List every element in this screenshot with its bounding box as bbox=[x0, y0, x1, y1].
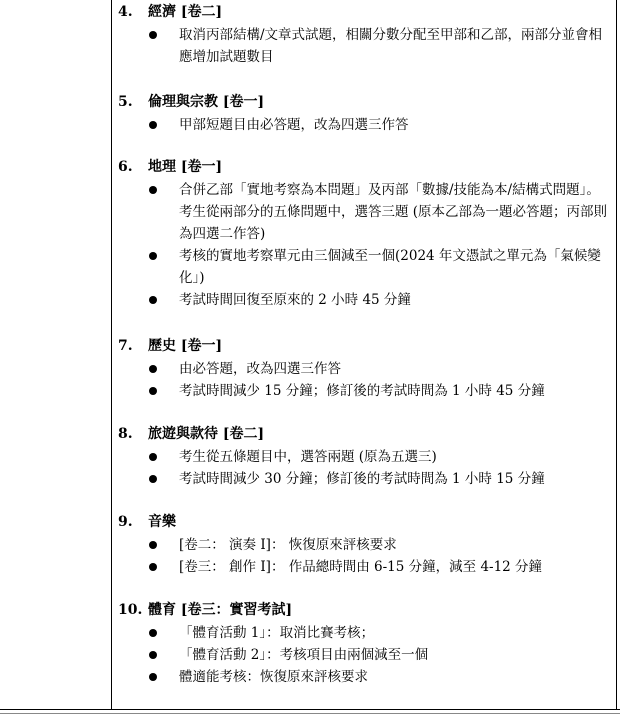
section-number: 9. bbox=[118, 514, 133, 530]
bullet-icon bbox=[149, 186, 157, 194]
section-number: 6. bbox=[118, 159, 133, 175]
section-heading bbox=[118, 600, 613, 620]
bullet-icon bbox=[149, 541, 157, 549]
bullet-text: 甲部短題目由必答題，改為四選三作答 bbox=[179, 117, 409, 133]
bullet-icon bbox=[149, 365, 157, 373]
table-border-right bbox=[616, 0, 617, 710]
bullet-icon bbox=[149, 121, 157, 129]
list-item bbox=[118, 24, 609, 68]
section-title: 倫理與宗教 [卷一] bbox=[148, 94, 265, 110]
list-item bbox=[118, 534, 609, 556]
section-number: 7. bbox=[118, 338, 133, 354]
bullet-text: [卷三： 創作 I]： 作品總時間由 6-15 分鐘，減至 4-12 分鐘 bbox=[179, 559, 543, 575]
section-economics bbox=[118, 2, 613, 68]
bullet-text: 考試時間回復至原來的 2 小時 45 分鐘 bbox=[179, 292, 411, 308]
bullet-text: 考試時間減少 15 分鐘；修訂後的考試時間為 1 小時 45 分鐘 bbox=[179, 383, 545, 399]
bullet-icon bbox=[149, 673, 157, 681]
section-heading bbox=[118, 2, 613, 22]
bullet-text: 考生從五條題目中，選答兩題 (原為五選三) bbox=[179, 449, 437, 465]
list-item bbox=[118, 644, 609, 666]
bullet-icon bbox=[149, 563, 157, 571]
bullet-icon bbox=[149, 31, 157, 39]
table-border-bottom bbox=[0, 709, 620, 710]
list-item bbox=[118, 380, 609, 402]
section-heading bbox=[118, 92, 613, 112]
page-divider bbox=[0, 713, 620, 714]
bullet-icon bbox=[149, 252, 157, 260]
section-title: 體育 [卷三：實習考試] bbox=[148, 602, 293, 618]
bullet-text: 「體育活動 2」：考核項目由兩個減至一個 bbox=[179, 647, 429, 663]
bullet-text: 取消丙部結構/文章式試題，相關分數分配至甲部和乙部，兩部分並會相應增加試題數目 bbox=[179, 27, 603, 65]
section-number: 10. bbox=[118, 602, 143, 618]
section-heading bbox=[118, 424, 613, 444]
section-music bbox=[118, 512, 613, 578]
table-border-left bbox=[111, 0, 112, 710]
section-title: 旅遊與款待 [卷二] bbox=[148, 426, 265, 442]
bullet-text: 「體育活動 1」：取消比賽考核； bbox=[179, 625, 375, 641]
section-ethics-religion bbox=[118, 92, 613, 136]
bullet-icon bbox=[149, 651, 157, 659]
list-item bbox=[118, 556, 609, 578]
bullet-icon bbox=[149, 453, 157, 461]
list-item bbox=[118, 358, 609, 380]
section-title: 歷史 [卷一] bbox=[148, 338, 223, 354]
section-heading bbox=[118, 512, 613, 532]
section-heading bbox=[118, 336, 613, 356]
list-item bbox=[118, 179, 609, 245]
bullet-text: [卷二： 演奏 I]： 恢復原來評核要求 bbox=[179, 537, 397, 553]
section-number: 5. bbox=[118, 94, 133, 110]
section-title: 音樂 bbox=[148, 514, 176, 530]
section-tourism-hospitality bbox=[118, 424, 613, 490]
section-number: 8. bbox=[118, 426, 133, 442]
bullet-icon bbox=[149, 475, 157, 483]
section-geography bbox=[118, 157, 613, 311]
section-history bbox=[118, 336, 613, 402]
section-title: 經濟 [卷二] bbox=[148, 4, 223, 20]
bullet-text: 由必答題，改為四選三作答 bbox=[179, 361, 341, 377]
list-item bbox=[118, 446, 609, 468]
section-physical-education bbox=[118, 600, 613, 688]
list-item bbox=[118, 245, 609, 289]
section-number: 4. bbox=[118, 4, 133, 20]
bullet-text: 體適能考核：恢復原來評核要求 bbox=[179, 669, 368, 685]
bullet-text: 考試時間減少 30 分鐘；修訂後的考試時間為 1 小時 15 分鐘 bbox=[179, 471, 545, 487]
bullet-icon bbox=[149, 629, 157, 637]
bullet-text: 考核的實地考察單元由三個減至一個(2024 年文憑試之單元為「氣候變化」) bbox=[179, 248, 601, 286]
list-item bbox=[118, 289, 609, 311]
list-item bbox=[118, 468, 609, 490]
bullet-icon bbox=[149, 387, 157, 395]
bullet-text: 合併乙部「實地考察為本問題」及丙部「數據/技能為本/結構式問題」。考生從兩部分的五條問題中，選答三題 (原本乙部為一題必答題；丙部則為四選二作答) bbox=[179, 182, 608, 242]
section-title: 地理 [卷一] bbox=[148, 159, 223, 175]
bullet-icon bbox=[149, 296, 157, 304]
list-item bbox=[118, 114, 609, 136]
section-heading bbox=[118, 157, 613, 177]
list-item bbox=[118, 666, 609, 688]
list-item bbox=[118, 622, 609, 644]
